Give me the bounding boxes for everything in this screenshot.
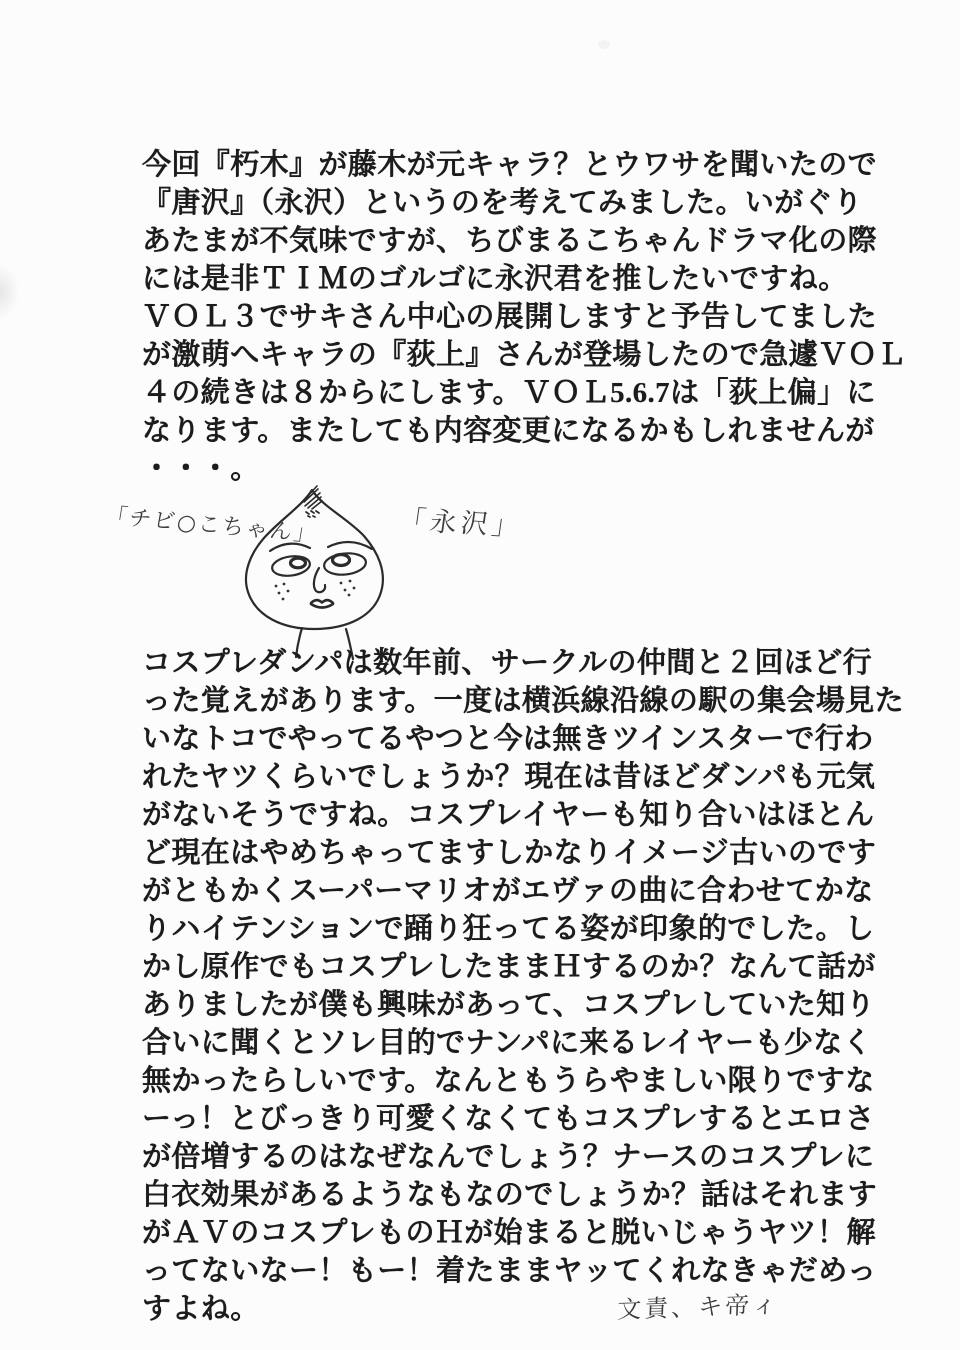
text-line: 『唐沢』（永沢）というのを考えてみました。いがぐり — [142, 187, 863, 219]
text-line: がともかくスーパーマリオがエヴァの曲に合わせてかな — [142, 875, 874, 907]
text-line: ４の続きは８からにします。ＶＯＬ5.6.7は「荻上偏」に — [142, 377, 876, 409]
text-line: いなトコでやってるやつと今は無きツインスターで行わ — [142, 723, 874, 755]
text-line: には是非ＴＩＭのゴルゴに永沢君を推したいですね。 — [142, 263, 848, 295]
text-line: 無かったらしいです。なんともうらやましい限りですな — [142, 1065, 875, 1097]
text-line: 今回『朽木』が藤木が元キャラ？とウワサを聞いたので — [142, 149, 878, 181]
text-line: ーっ！とびっきり可愛くなくてもコスプレするとエロさ — [142, 1103, 875, 1135]
afterword-paragraph-2 — [142, 644, 905, 1328]
scan-smudge — [0, 266, 18, 318]
text-line: が激萌へキャラの『荻上』さんが登場したので急遽ＶＯＬ — [142, 339, 907, 371]
afterword-paragraph-1 — [142, 146, 907, 488]
scan-speck — [598, 40, 610, 49]
text-line: 合いに聞くとソレ目的でナンパに来るレイヤーも少なく — [142, 1027, 873, 1059]
text-line: 白衣効果があるようなもなのでしょうか？話はそれます — [142, 1179, 878, 1211]
text-line: かし原作でもコスプレしたままＨするのか？なんて話が — [142, 951, 876, 983]
text-line: なります。またしても内容変更になるかもしれませんが — [142, 415, 875, 447]
handwritten-label-nagasawa: 「永沢」 — [396, 504, 525, 543]
text-line: がないそうですね。コスプレイヤーも知り合いはほとん — [142, 799, 875, 831]
text-line: ありましたが僕も興味があって、コスプレしていた知り — [142, 989, 875, 1021]
text-line: った覚えがあります。一度は横浜線沿線の駅の集会場見た — [142, 685, 905, 717]
text-line: が倍増するのはなぜなんでしょう？ナースのコスプレに — [142, 1141, 875, 1173]
text-line: りハイテンションで踊り狂ってる姿が印象的でした。し — [142, 913, 875, 945]
text-line: ＶＯＬ３でサキさん中心の展開しますと予告してました — [142, 301, 878, 333]
text-line: すよね。 — [142, 1293, 260, 1325]
text-line: ・・・。 — [142, 453, 260, 485]
text-line: れたヤツくらいでしょうか？現在は昔ほどダンパも元気 — [142, 761, 876, 793]
text-line: ってないなー！もー！着たままヤッてくれなきゃだめっ — [142, 1255, 877, 1287]
text-line: コスプレダンパは数年前、サークルの仲間と２回ほど行 — [142, 647, 873, 679]
handwritten-signature: 文責、キ帝ィ — [616, 1290, 780, 1325]
text-line: がＡＶのコスプレものＨが始まると脱いじゃうヤツ！解 — [142, 1217, 876, 1249]
nagasawa-character-drawing — [222, 476, 427, 671]
text-line: あたまが不気味ですが、ちびまるこちゃんドラマ化の際 — [142, 225, 878, 257]
handwritten-label-chibimarukochan: 「チビ○こちゃん」 — [103, 503, 320, 548]
text-line: ど現在はやめちゃってますしかなりイメージ古いのです — [142, 837, 877, 869]
